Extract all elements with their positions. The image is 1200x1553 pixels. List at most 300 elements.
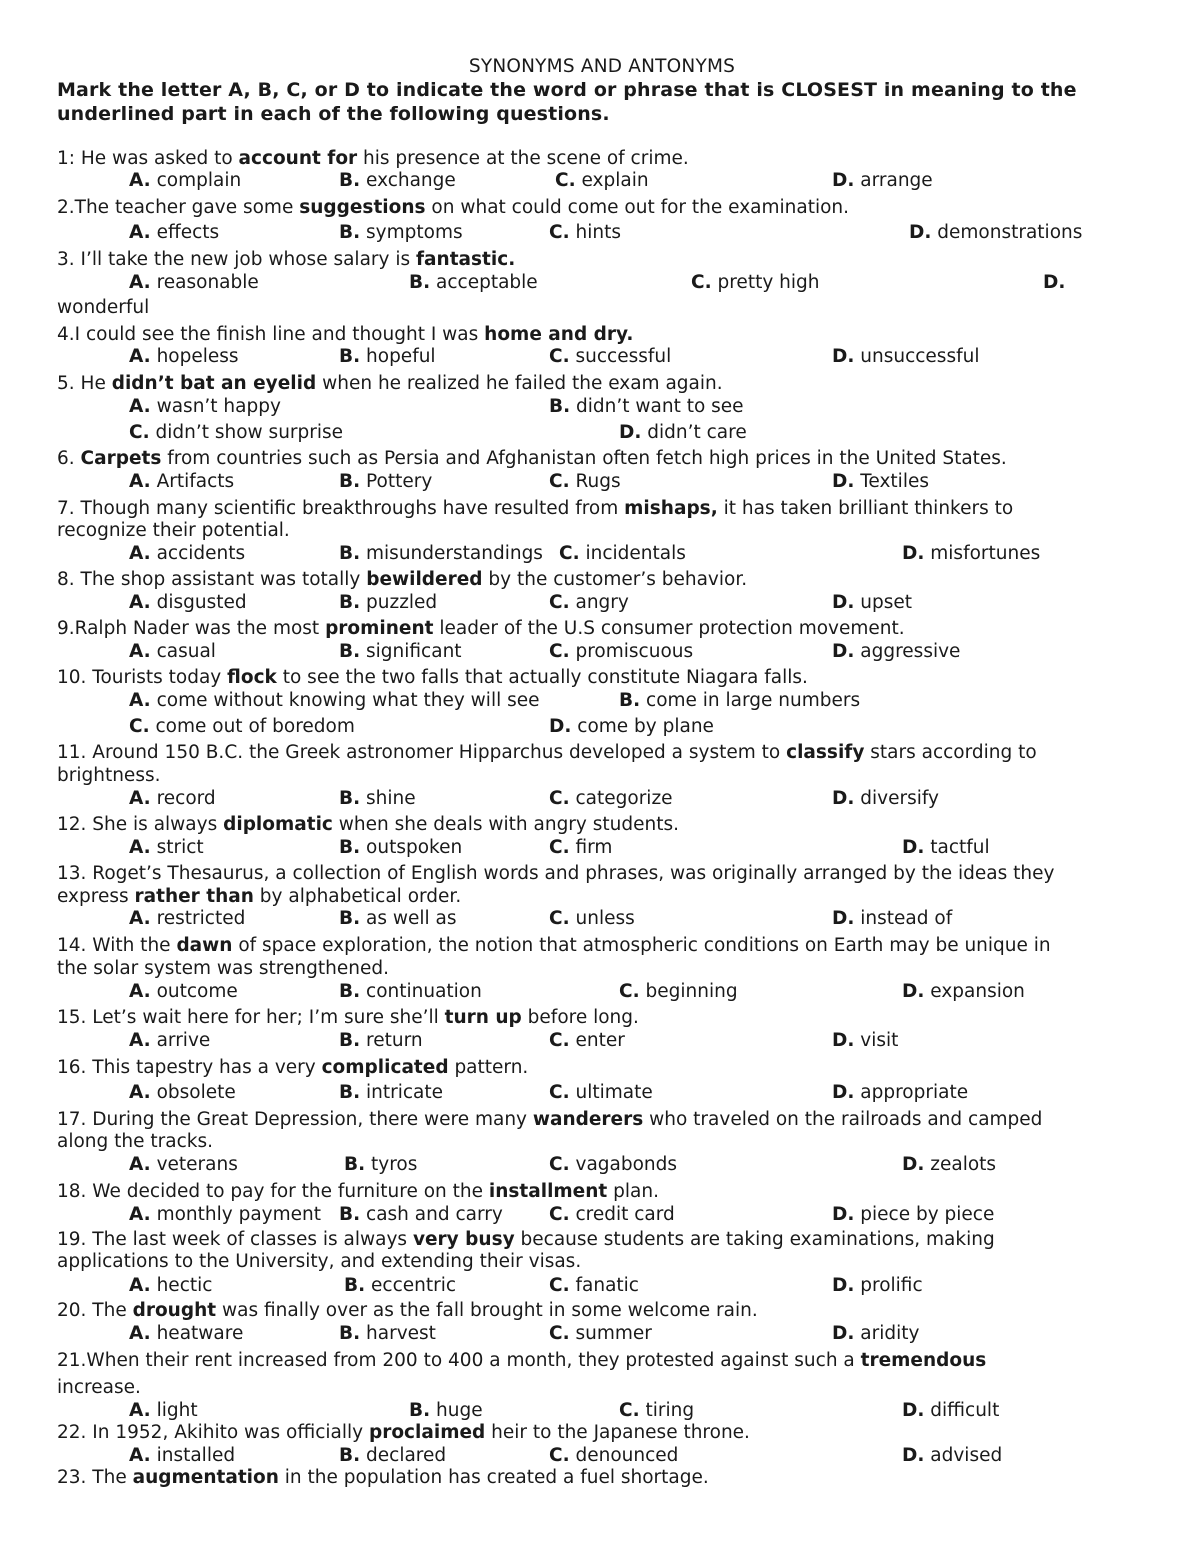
option-text: continuation bbox=[360, 981, 482, 1002]
question-text-segment: leader of the U.S consumer protection movement. bbox=[433, 618, 905, 639]
question-17-text bbox=[57, 1108, 1042, 1132]
option-letter: A. bbox=[129, 1445, 151, 1466]
question-19-option-d[interactable] bbox=[832, 1274, 923, 1298]
option-text: record bbox=[150, 788, 216, 809]
question-text-segment: to see the two falls that actually constitute Niagara falls. bbox=[276, 667, 808, 688]
question-text-segment: increase. bbox=[57, 1377, 141, 1398]
option-letter: A. bbox=[129, 641, 151, 662]
question-text-segment: by alphabetical order. bbox=[253, 886, 462, 907]
option-text: upset bbox=[854, 592, 913, 613]
question-text-segment: when he realized he failed the exam again. bbox=[316, 373, 723, 394]
option-letter: D. bbox=[902, 543, 925, 564]
question-17-option-d[interactable] bbox=[902, 1153, 996, 1177]
question-text-segment: 14. With the bbox=[57, 935, 177, 956]
option-letter: D. bbox=[832, 170, 855, 191]
question-1-option-c[interactable] bbox=[555, 169, 649, 193]
option-text: Pottery bbox=[360, 471, 433, 492]
question-21-text bbox=[57, 1376, 141, 1400]
question-12-text bbox=[57, 813, 679, 837]
option-letter: C. bbox=[555, 170, 576, 191]
question-21-text bbox=[57, 1349, 986, 1373]
question-14-text bbox=[57, 934, 1051, 958]
question-5-option-b[interactable] bbox=[549, 395, 744, 419]
option-letter: D. bbox=[832, 1275, 855, 1296]
question-20-option-a[interactable] bbox=[129, 1322, 243, 1346]
question-18-option-b[interactable] bbox=[339, 1203, 503, 1227]
question-6-option-d[interactable] bbox=[832, 470, 929, 494]
question-22-option-a[interactable] bbox=[129, 1444, 235, 1468]
question-11-text bbox=[57, 764, 160, 788]
question-8-option-a[interactable] bbox=[129, 591, 247, 615]
option-text: ultimate bbox=[569, 1082, 653, 1103]
option-text: Textiles bbox=[854, 471, 929, 492]
target-phrase: diplomatic bbox=[223, 814, 333, 835]
option-letter: A. bbox=[129, 222, 151, 243]
question-15-option-b[interactable] bbox=[339, 1029, 423, 1053]
option-letter: B. bbox=[409, 272, 431, 293]
option-text: didn’t want to see bbox=[570, 396, 744, 417]
option-text: successful bbox=[569, 346, 672, 367]
question-11-text bbox=[57, 741, 1037, 765]
option-text: come out of boredom bbox=[149, 716, 355, 737]
question-21-option-b[interactable] bbox=[409, 1399, 483, 1423]
question-16-option-b[interactable] bbox=[339, 1081, 443, 1105]
question-text-segment: 23. The bbox=[57, 1467, 133, 1488]
option-text: harvest bbox=[360, 1323, 436, 1344]
option-letter: B. bbox=[339, 788, 361, 809]
question-19-option-b[interactable] bbox=[344, 1274, 456, 1298]
option-text: unless bbox=[569, 908, 635, 929]
question-18-option-a[interactable] bbox=[129, 1203, 321, 1227]
question-9-option-b[interactable] bbox=[339, 640, 462, 664]
question-16-option-c[interactable] bbox=[549, 1081, 653, 1105]
question-6-text bbox=[57, 447, 1007, 471]
option-text: summer bbox=[569, 1323, 652, 1344]
option-text: tiring bbox=[639, 1400, 695, 1421]
question-15-option-a[interactable] bbox=[129, 1029, 210, 1053]
question-11-option-a[interactable] bbox=[129, 787, 216, 811]
option-letter: B. bbox=[339, 908, 361, 929]
target-phrase: fantastic. bbox=[416, 249, 516, 270]
option-letter: B. bbox=[339, 1030, 361, 1051]
question-10-option-d[interactable] bbox=[549, 715, 714, 739]
question-12-option-a[interactable] bbox=[129, 836, 204, 860]
option-text: outspoken bbox=[360, 837, 463, 858]
question-5-option-d[interactable] bbox=[619, 421, 747, 445]
question-17-option-a[interactable] bbox=[129, 1153, 238, 1177]
option-text: misfortunes bbox=[924, 543, 1041, 564]
question-15-option-c[interactable] bbox=[549, 1029, 625, 1053]
question-20-text bbox=[57, 1299, 758, 1323]
option-text: significant bbox=[360, 641, 462, 662]
question-5-option-a[interactable] bbox=[129, 395, 281, 419]
question-text-segment: 1: He was asked to bbox=[57, 148, 239, 169]
option-text: arrange bbox=[854, 170, 933, 191]
question-17-text bbox=[57, 1130, 213, 1154]
question-1-text bbox=[57, 147, 689, 171]
question-text-segment: 6. bbox=[57, 448, 81, 469]
question-text-segment: 2.The teacher gave some bbox=[57, 197, 300, 218]
option-letter: B. bbox=[339, 641, 361, 662]
question-2-option-b[interactable] bbox=[339, 221, 463, 245]
option-text: outcome bbox=[150, 981, 238, 1002]
option-letter: D. bbox=[832, 1082, 855, 1103]
option-text: shine bbox=[360, 788, 416, 809]
option-letter: B. bbox=[619, 690, 641, 711]
question-12-option-d[interactable] bbox=[902, 836, 990, 860]
option-letter: D. bbox=[832, 1323, 855, 1344]
target-phrase: home and dry. bbox=[484, 324, 634, 345]
option-letter: A. bbox=[129, 471, 151, 492]
question-14-option-d[interactable] bbox=[902, 980, 1025, 1004]
option-text: complain bbox=[150, 170, 242, 191]
option-text: acceptable bbox=[430, 272, 538, 293]
question-23-text bbox=[57, 1466, 709, 1490]
option-letter: B. bbox=[339, 346, 361, 367]
option-letter: D. bbox=[832, 788, 855, 809]
question-4-option-c[interactable] bbox=[549, 345, 671, 369]
option-text: intricate bbox=[360, 1082, 444, 1103]
question-6-option-b[interactable] bbox=[339, 470, 432, 494]
option-letter: C. bbox=[549, 222, 570, 243]
option-text: disgusted bbox=[150, 592, 247, 613]
option-text: demonstrations bbox=[931, 222, 1083, 243]
question-7-text bbox=[57, 519, 290, 543]
page-title: SYNONYMS AND ANTONYMS bbox=[468, 56, 736, 77]
option-text: heatware bbox=[150, 1323, 244, 1344]
option-text: tactful bbox=[924, 837, 990, 858]
target-phrase: drought bbox=[132, 1300, 217, 1321]
option-letter: C. bbox=[549, 1445, 570, 1466]
question-text-segment: 20. The bbox=[57, 1300, 133, 1321]
question-16-text bbox=[57, 1056, 528, 1080]
question-21-option-d[interactable] bbox=[902, 1399, 999, 1423]
question-8-text bbox=[57, 568, 747, 592]
question-text-segment: when she deals with angry students. bbox=[332, 814, 679, 835]
option-letter: C. bbox=[549, 1275, 570, 1296]
option-text: advised bbox=[924, 1445, 1003, 1466]
question-11-option-b[interactable] bbox=[339, 787, 416, 811]
question-17-option-b[interactable] bbox=[344, 1153, 417, 1177]
question-3-option-c[interactable] bbox=[691, 271, 819, 295]
question-20-option-d[interactable] bbox=[832, 1322, 919, 1346]
option-letter: B. bbox=[339, 592, 361, 613]
question-21-option-c[interactable] bbox=[619, 1399, 694, 1423]
question-4-text bbox=[57, 323, 633, 347]
option-text: declared bbox=[360, 1445, 447, 1466]
option-text: cash and carry bbox=[360, 1204, 503, 1225]
question-text-segment: who traveled on the railroads and camped bbox=[643, 1109, 1043, 1130]
option-letter: D. bbox=[832, 908, 855, 929]
question-1-option-a[interactable] bbox=[129, 169, 241, 193]
question-9-option-d[interactable] bbox=[832, 640, 960, 664]
question-16-option-d[interactable] bbox=[832, 1081, 968, 1105]
question-6-option-c[interactable] bbox=[549, 470, 621, 494]
question-7-option-c[interactable] bbox=[559, 542, 686, 566]
question-14-option-b[interactable] bbox=[339, 980, 482, 1004]
question-3-option-d-wrapped[interactable]: wonderful bbox=[57, 297, 150, 318]
option-letter: C. bbox=[549, 592, 570, 613]
option-letter: B. bbox=[339, 1082, 361, 1103]
option-text: didn’t care bbox=[641, 422, 747, 443]
target-phrase: Carpets bbox=[80, 448, 162, 469]
option-text: hopeless bbox=[150, 346, 239, 367]
target-phrase: rather than bbox=[134, 886, 254, 907]
question-10-option-c[interactable] bbox=[129, 715, 355, 739]
option-text: arrive bbox=[150, 1030, 211, 1051]
option-letter: D. bbox=[902, 981, 925, 1002]
question-4-option-b[interactable] bbox=[339, 345, 436, 369]
option-letter: C. bbox=[691, 272, 712, 293]
question-18-option-d[interactable] bbox=[832, 1203, 994, 1227]
question-12-option-c[interactable] bbox=[549, 836, 612, 860]
option-letter: C. bbox=[549, 1323, 570, 1344]
option-letter: D. bbox=[832, 471, 855, 492]
option-text: eccentric bbox=[365, 1275, 457, 1296]
target-phrase: very busy bbox=[412, 1229, 515, 1250]
question-14-option-a[interactable] bbox=[129, 980, 238, 1004]
option-text: piece by piece bbox=[854, 1204, 995, 1225]
question-2-option-c[interactable] bbox=[549, 221, 621, 245]
question-text-segment: because students are taking examinations, making bbox=[514, 1229, 995, 1250]
option-text: come without knowing what they will see bbox=[150, 690, 540, 711]
question-text-segment: 17. During the Great Depression, there were many bbox=[57, 1109, 533, 1130]
option-letter: A. bbox=[129, 1154, 151, 1175]
question-9-option-a[interactable] bbox=[129, 640, 216, 664]
option-letter: B. bbox=[339, 1323, 361, 1344]
option-text: instead of bbox=[854, 908, 953, 929]
question-text-segment: on what could come out for the examination. bbox=[425, 197, 850, 218]
option-text: prolific bbox=[854, 1275, 923, 1296]
question-7-option-a[interactable] bbox=[129, 542, 245, 566]
option-letter: B. bbox=[339, 543, 361, 564]
option-letter: D. bbox=[902, 1400, 925, 1421]
target-phrase: classify bbox=[786, 742, 865, 763]
question-8-option-b[interactable] bbox=[339, 591, 437, 615]
option-letter: B. bbox=[549, 396, 571, 417]
question-22-text bbox=[57, 1421, 750, 1445]
option-text: fanatic bbox=[569, 1275, 639, 1296]
question-9-option-c[interactable] bbox=[549, 640, 693, 664]
option-letter: A. bbox=[129, 543, 151, 564]
option-text: effects bbox=[150, 222, 220, 243]
question-8-option-c[interactable] bbox=[549, 591, 629, 615]
option-letter: C. bbox=[559, 543, 580, 564]
question-18-option-c[interactable] bbox=[549, 1203, 675, 1227]
question-4-option-d[interactable] bbox=[832, 345, 979, 369]
question-text-segment: by the customer’s behavior. bbox=[482, 569, 748, 590]
question-text-segment: 3. I’ll take the new job whose salary is bbox=[57, 249, 416, 270]
question-22-option-c[interactable] bbox=[549, 1444, 678, 1468]
question-13-option-c[interactable] bbox=[549, 907, 635, 931]
question-text-segment: express bbox=[57, 886, 135, 907]
option-text: installed bbox=[150, 1445, 236, 1466]
question-19-option-a[interactable] bbox=[129, 1274, 212, 1298]
question-5-text bbox=[57, 372, 723, 396]
option-letter: C. bbox=[129, 422, 150, 443]
option-text: difficult bbox=[924, 1400, 1000, 1421]
option-letter: C. bbox=[549, 1204, 570, 1225]
option-text: aggressive bbox=[854, 641, 961, 662]
question-14-option-c[interactable] bbox=[619, 980, 738, 1004]
option-text: aridity bbox=[854, 1323, 920, 1344]
option-letter: B. bbox=[339, 1204, 361, 1225]
question-10-text bbox=[57, 666, 808, 690]
question-19-option-c[interactable] bbox=[549, 1274, 639, 1298]
option-letter: B. bbox=[409, 1400, 431, 1421]
question-21-option-a[interactable] bbox=[129, 1399, 198, 1423]
option-letter: C. bbox=[619, 1400, 640, 1421]
option-letter: A. bbox=[129, 1400, 151, 1421]
option-text: light bbox=[150, 1400, 198, 1421]
question-1-option-d[interactable] bbox=[832, 169, 933, 193]
option-text: veterans bbox=[150, 1154, 238, 1175]
option-text: vagabonds bbox=[569, 1154, 678, 1175]
target-phrase: bewildered bbox=[366, 569, 483, 590]
question-text-segment: stars according to bbox=[864, 742, 1037, 763]
target-phrase: prominent bbox=[325, 618, 434, 639]
question-2-option-a[interactable] bbox=[129, 221, 219, 245]
option-letter: A. bbox=[129, 908, 151, 929]
option-letter: C. bbox=[549, 641, 570, 662]
option-letter: D. bbox=[832, 641, 855, 662]
option-text: unsuccessful bbox=[854, 346, 980, 367]
option-letter: D. bbox=[902, 1445, 925, 1466]
target-phrase: proclaimed bbox=[368, 1422, 486, 1443]
question-text-segment: of space exploration, the notion that atmospheric conditions on Earth may be unique in bbox=[232, 935, 1051, 956]
question-text-segment: from countries such as Persia and Afghanistan often fetch high prices in the United States. bbox=[161, 448, 1007, 469]
option-text: huge bbox=[430, 1400, 483, 1421]
question-2-text bbox=[57, 196, 849, 220]
question-11-option-d[interactable] bbox=[832, 787, 939, 811]
option-letter: C. bbox=[619, 981, 640, 1002]
question-17-option-c[interactable] bbox=[549, 1153, 677, 1177]
option-letter: A. bbox=[129, 788, 151, 809]
option-text: pretty high bbox=[711, 272, 820, 293]
question-20-option-b[interactable] bbox=[339, 1322, 436, 1346]
option-letter: D. bbox=[832, 346, 855, 367]
question-8-option-d[interactable] bbox=[832, 591, 912, 615]
option-letter: A. bbox=[129, 592, 151, 613]
option-text: didn’t show surprise bbox=[149, 422, 344, 443]
option-text: enter bbox=[569, 1030, 625, 1051]
option-text: appropriate bbox=[854, 1082, 969, 1103]
option-letter: A. bbox=[129, 837, 151, 858]
question-10-option-a[interactable] bbox=[129, 689, 540, 713]
question-text-segment: 15. Let’s wait here for her; I’m sure she’ll bbox=[57, 1007, 445, 1028]
question-19-text bbox=[57, 1250, 581, 1274]
option-letter: A. bbox=[129, 1323, 151, 1344]
option-letter: D. bbox=[619, 422, 642, 443]
option-text: firm bbox=[569, 837, 613, 858]
question-22-option-d[interactable] bbox=[902, 1444, 1002, 1468]
question-5-option-c[interactable] bbox=[129, 421, 343, 445]
question-2-option-d[interactable] bbox=[909, 221, 1082, 245]
option-letter: A. bbox=[129, 981, 151, 1002]
question-text-segment: recognize their potential. bbox=[57, 520, 290, 541]
target-phrase: augmentation bbox=[132, 1467, 279, 1488]
option-text: zealots bbox=[924, 1154, 997, 1175]
question-3-option-a[interactable] bbox=[129, 271, 259, 295]
question-13-option-a[interactable] bbox=[129, 907, 245, 931]
question-13-option-d[interactable] bbox=[832, 907, 952, 931]
question-text-segment: before long. bbox=[521, 1007, 639, 1028]
question-text-segment: 9.Ralph Nader was the most bbox=[57, 618, 326, 639]
option-text: hints bbox=[569, 222, 621, 243]
question-3-option-b[interactable] bbox=[409, 271, 538, 295]
target-phrase: suggestions bbox=[299, 197, 426, 218]
option-letter: D. bbox=[1043, 272, 1066, 293]
question-text-segment: his presence at the scene of crime. bbox=[357, 148, 689, 169]
question-6-option-a[interactable] bbox=[129, 470, 234, 494]
option-letter: D. bbox=[832, 592, 855, 613]
question-20-option-c[interactable] bbox=[549, 1322, 652, 1346]
option-text: as well as bbox=[360, 908, 457, 929]
option-letter: D. bbox=[902, 1154, 925, 1175]
option-letter: B. bbox=[339, 222, 361, 243]
question-13-option-b[interactable] bbox=[339, 907, 457, 931]
question-7-text bbox=[57, 497, 1013, 521]
option-text: Rugs bbox=[569, 471, 621, 492]
target-phrase: installment bbox=[488, 1181, 608, 1202]
question-text-segment: in the population has created a fuel shortage. bbox=[278, 1467, 709, 1488]
target-phrase: account for bbox=[238, 148, 358, 169]
option-letter: C. bbox=[549, 1030, 570, 1051]
option-letter: B. bbox=[339, 1445, 361, 1466]
option-text: come in large numbers bbox=[640, 690, 861, 711]
option-text: reasonable bbox=[150, 272, 259, 293]
option-text: diversify bbox=[854, 788, 940, 809]
question-12-option-b[interactable] bbox=[339, 836, 462, 860]
option-letter: A. bbox=[129, 346, 151, 367]
question-11-option-c[interactable] bbox=[549, 787, 673, 811]
option-letter: B. bbox=[339, 471, 361, 492]
option-letter: C. bbox=[549, 471, 570, 492]
question-14-text bbox=[57, 957, 389, 981]
question-text-segment: 8. The shop assistant was totally bbox=[57, 569, 367, 590]
question-10-option-b[interactable] bbox=[619, 689, 860, 713]
option-letter: A. bbox=[129, 690, 151, 711]
option-letter: D. bbox=[832, 1204, 855, 1225]
instructions: Mark the letter A, B, C, or D to indicate the word or phrase that is CLOSEST in meaning to the underlined part in each of the following questions. bbox=[57, 79, 1077, 125]
option-letter: A. bbox=[129, 170, 151, 191]
question-22-option-b[interactable] bbox=[339, 1444, 446, 1468]
target-phrase: mishaps, bbox=[624, 498, 718, 519]
option-text: visit bbox=[854, 1030, 899, 1051]
question-13-text bbox=[57, 862, 1054, 886]
question-4-option-a[interactable] bbox=[129, 345, 239, 369]
question-9-text bbox=[57, 617, 905, 641]
target-phrase: tremendous bbox=[860, 1350, 987, 1371]
option-letter: D. bbox=[832, 1030, 855, 1051]
question-text-segment: heir to the Japanese throne. bbox=[485, 1422, 750, 1443]
option-text: expansion bbox=[924, 981, 1025, 1002]
question-text-segment: the solar system was strengthened. bbox=[57, 958, 389, 979]
option-text: obsolete bbox=[150, 1082, 236, 1103]
option-letter: B. bbox=[339, 981, 361, 1002]
option-letter: C. bbox=[549, 346, 570, 367]
option-text: hopeful bbox=[360, 346, 436, 367]
question-3-option-d[interactable] bbox=[1043, 271, 1065, 295]
option-letter: B. bbox=[344, 1275, 366, 1296]
question-16-option-a[interactable] bbox=[129, 1081, 236, 1105]
question-7-option-b[interactable] bbox=[339, 542, 543, 566]
question-text-segment: along the tracks. bbox=[57, 1131, 213, 1152]
question-15-option-d[interactable] bbox=[832, 1029, 898, 1053]
question-7-option-d[interactable] bbox=[902, 542, 1040, 566]
question-1-option-b[interactable] bbox=[339, 169, 456, 193]
question-text-segment: 11. Around 150 B.C. the Greek astronomer Hipparchus developed a system to bbox=[57, 742, 787, 763]
